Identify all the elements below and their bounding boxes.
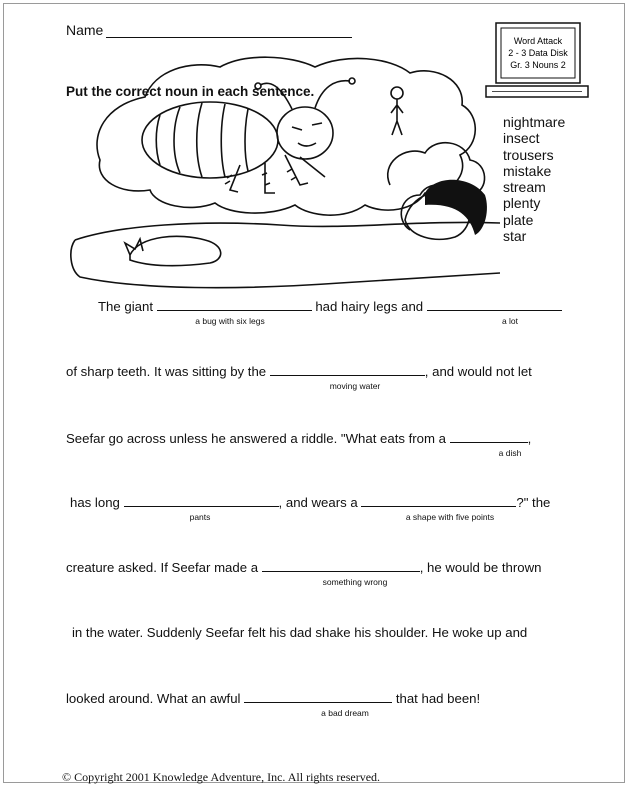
blank-hint: pants [189, 512, 211, 522]
sentence-line-5 [66, 559, 541, 575]
answer-blank-plate[interactable] [450, 430, 528, 443]
answer-blank-insect[interactable] [157, 298, 312, 311]
sentence-line-4 [70, 494, 550, 510]
badge-line-1: Word Attack [513, 36, 563, 46]
sentence-text: Seefar go across unless he answered a riddle. "What eats from a [66, 431, 446, 446]
word-bank-item: plate [503, 211, 534, 228]
blank-hint: a bad dream [321, 708, 369, 718]
blank-hint: a dish [498, 448, 522, 458]
name-field[interactable] [106, 37, 352, 38]
copyright-notice: © Copyright 2001 Knowledge Adventure, Inc. All rights reserved. [62, 770, 381, 784]
sentence-text: in the water. Suddenly Seefar felt his dad shake his shoulder. He woke up and [72, 625, 528, 640]
word-bank-item: nightmare [503, 114, 566, 130]
sentence-text: creature asked. If Seefar made a [66, 560, 259, 575]
blank-hint: a bug with six legs [195, 316, 265, 326]
sentence-text: ?" the [516, 495, 551, 510]
sentence-text: , and would not let [424, 364, 532, 379]
answer-blank-star[interactable] [361, 494, 516, 507]
word-bank-item: mistake [503, 162, 552, 179]
sentence-line-7 [66, 690, 480, 706]
word-bank-item: plenty [503, 195, 541, 212]
word-bank-item: trousers [503, 146, 554, 163]
answer-blank-trousers[interactable] [124, 494, 279, 507]
instruction-heading: Put the correct noun in each sentence. [66, 84, 315, 99]
blank-hint: something wrong [322, 577, 388, 587]
sentence-text: , [527, 431, 532, 446]
blank-hint: a shape with five points [405, 512, 495, 522]
sentence-line-2 [66, 363, 532, 379]
sentence-line-3 [66, 430, 531, 446]
answer-blank-plenty[interactable] [427, 298, 562, 311]
sentence-text: The giant [98, 299, 153, 314]
badge-line-3: Gr. 3 Nouns 2 [510, 60, 566, 70]
sentence-text: looked around. What an awful [66, 691, 241, 706]
sentence-text: had hairy legs and [315, 299, 424, 314]
sentence-text: , he would be thrown [419, 560, 542, 575]
sentence-line-6 [72, 625, 527, 640]
word-bank-item: insect [503, 130, 540, 147]
sentence-text: has long [70, 495, 120, 510]
sentence-text: that had been! [395, 691, 481, 706]
name-label: Name [66, 22, 104, 38]
word-bank-item: stream [503, 179, 546, 196]
word-bank [503, 114, 565, 244]
badge-line-2: 2 - 3 Data Disk [508, 48, 568, 58]
blank-hint: a lot [501, 316, 519, 326]
answer-blank-nightmare[interactable] [244, 690, 392, 703]
answer-blank-mistake[interactable] [262, 559, 420, 572]
answer-blank-stream[interactable] [270, 363, 425, 376]
sentence-text: of sharp teeth. It was sitting by the [66, 364, 267, 379]
sentence-text: , and wears a [278, 495, 358, 510]
blank-hint: moving water [329, 381, 381, 391]
word-bank-item: star [503, 228, 527, 245]
giant-insect-illustration [60, 45, 500, 295]
sentence-line-1 [98, 298, 562, 314]
